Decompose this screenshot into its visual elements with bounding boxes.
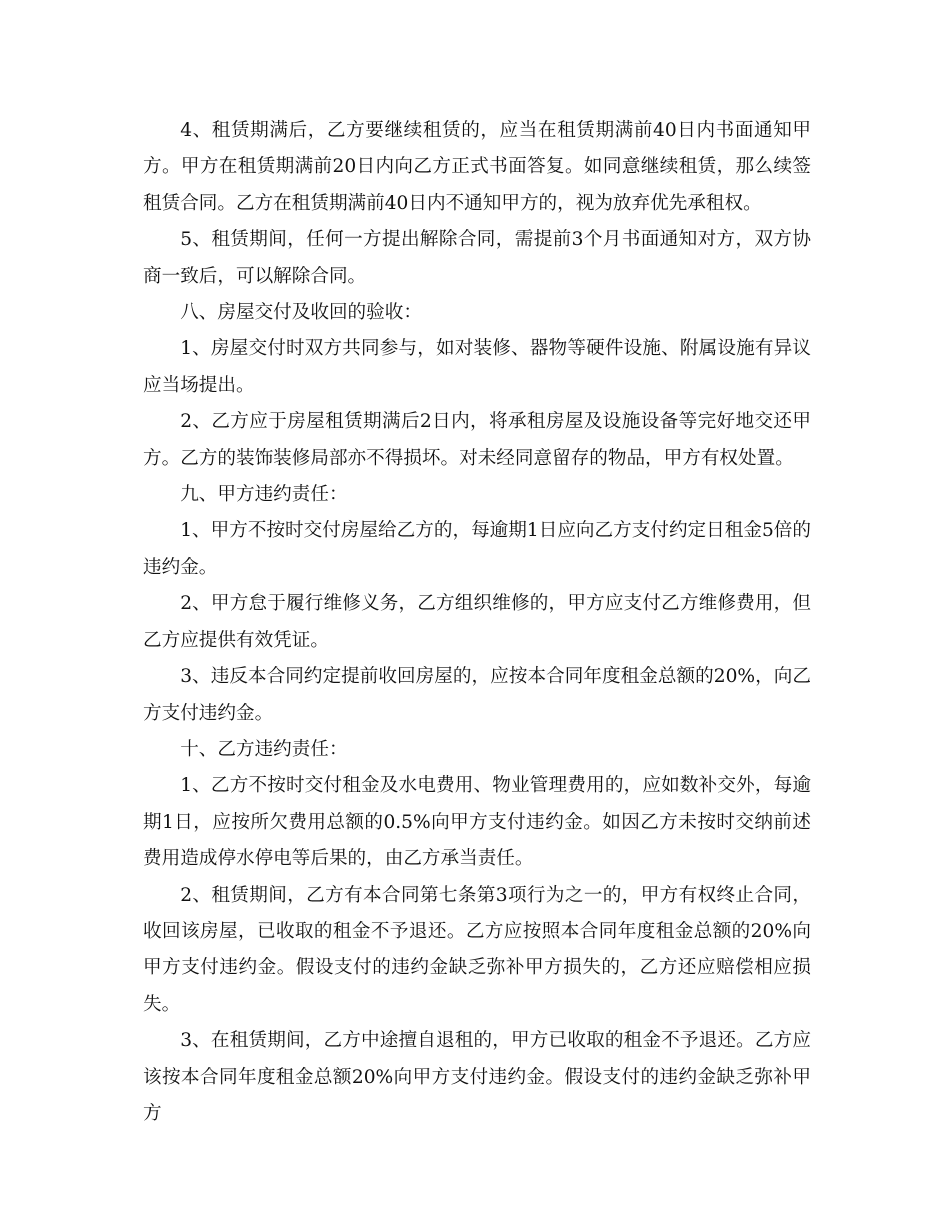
paragraph-handover-inspection: 1、房屋交付时双方共同参与，如对装修、器物等硬件设施、附属设施有异议应当场提出。 [143, 338, 811, 396]
paragraph-contract-termination: 2、租赁期间，乙方有本合同第七条第3项行为之一的，甲方有权终止合同，收回该房屋，已收取的租金不予退还。乙方应按照本合同年度租金总额的20%向甲方支付违约金。假设支付的违约金缺乏弥补甲方损失的，乙方还应赔偿相应损失。 [143, 884, 811, 1015]
section-heading-landlord-breach: 九、甲方违约责任： [180, 484, 348, 506]
paragraph-renewal-notice: 4、租赁期满后，乙方要继续租赁的，应当在租赁期满前40日内书面通知甲方。甲方在租赁期满前20日内向乙方正式书面答复。如同意继续租赁，那么续签租赁合同。乙方在租赁期满前40日内不通知甲方的，视为放弃优先承租权。 [143, 120, 811, 214]
paragraph-late-delivery: 1、甲方不按时交付房屋给乙方的，每逾期1日应向乙方支付约定日租金5倍的违约金。 [143, 520, 811, 578]
paragraph-unilateral-exit: 3、在租赁期间，乙方中途擅自退租的，甲方已收取的租金不予退还。乙方应该按本合同年度租金总额20%向甲方支付违约金。假设支付的违约金缺乏弥补甲方 [143, 1030, 811, 1124]
section-heading-tenant-breach: 十、乙方违约责任： [180, 738, 348, 760]
paragraph-return-property: 2、乙方应于房屋租赁期满后2日内，将承租房屋及设施设备等完好地交还甲方。乙方的装饰装修局部亦不得损坏。对未经同意留存的物品，甲方有权处置。 [143, 411, 811, 469]
paragraph-repair-duty: 2、甲方怠于履行维修义务，乙方组织维修的，甲方应支付乙方维修费用，但乙方应提供有效凭证。 [143, 593, 811, 651]
paragraph-early-termination: 5、租赁期间，任何一方提出解除合同，需提前3个月书面通知对方，双方协商一致后，可以解除合同。 [143, 229, 811, 287]
section-heading-handover: 八、房屋交付及收回的验收： [180, 302, 422, 324]
document-body [143, 113, 811, 1132]
paragraph-late-payment: 1、乙方不按时交付租金及水电费用、物业管理费用的，应如数补交外，每逾期1日，应按所欠费用总额的0.5%向甲方支付违约金。如因乙方未按时交纳前述费用造成停水停电等后果的，由乙方承当责任。 [143, 775, 811, 870]
paragraph-early-recovery: 3、违反本合同约定提前收回房屋的，应按本合同年度租金总额的20%，向乙方支付违约金。 [143, 666, 811, 724]
